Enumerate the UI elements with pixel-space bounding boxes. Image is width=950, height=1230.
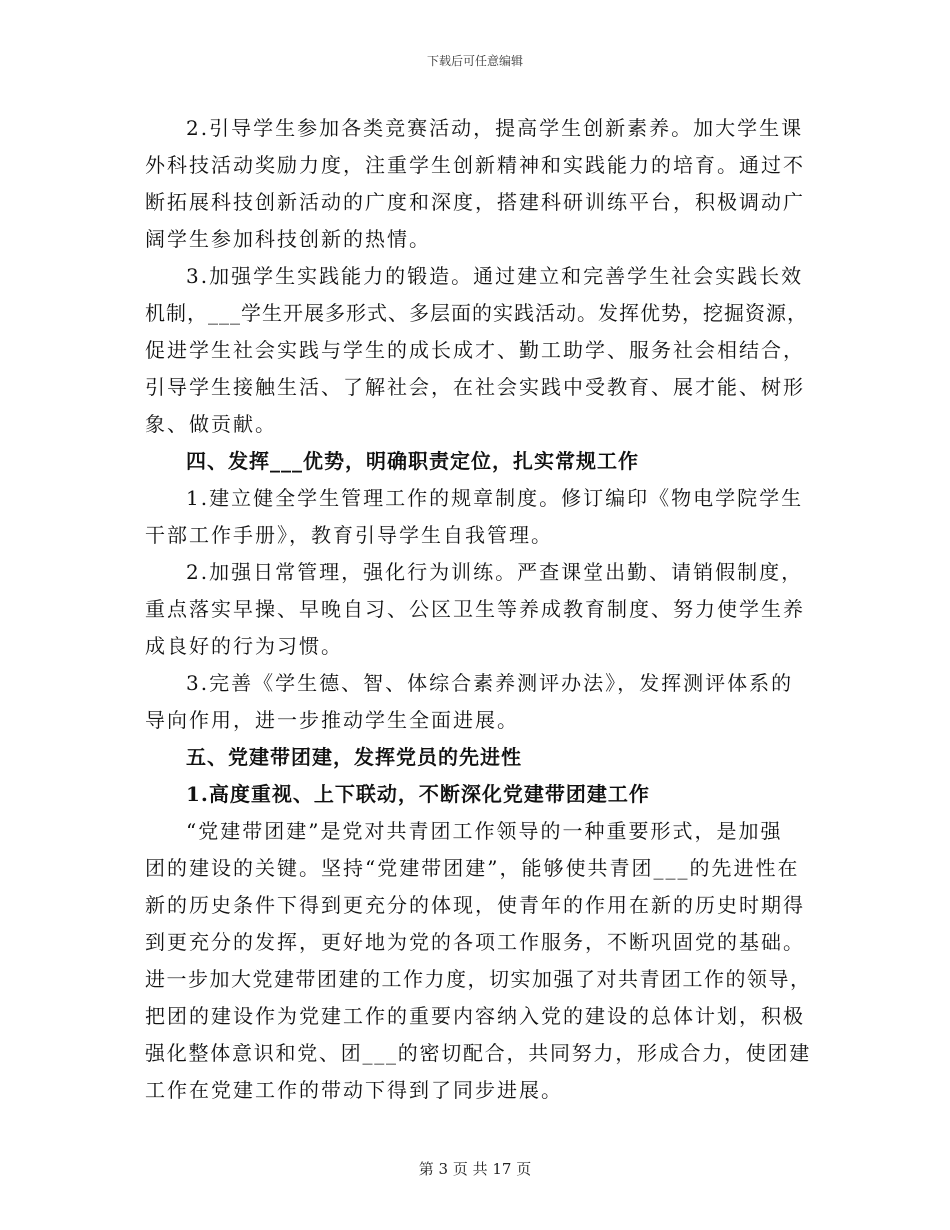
paragraph-line: 进一步加大党建带团建的工作力度，切实加强了对共青团工作的领导，	[145, 967, 812, 991]
paragraph-line: 重点落实早操、早晚自习、公区卫生等养成教育制度、努力使学生养	[145, 597, 805, 621]
paragraph-line: 断拓展科技创新活动的广度和深度，搭建科研训练平台，积极调动广	[145, 190, 805, 214]
paragraph-line: 2.引导学生参加各类竞赛活动，提高学生创新素养。加大学生课	[186, 116, 804, 140]
paragraph-line: 机制，___学生开展多形式、多层面的实践活动。发挥优势，挖掘资源，	[145, 301, 808, 325]
paragraph-line: 阔学生参加科技创新的热情。	[145, 227, 431, 251]
paragraph-line: 3.完善《学生德、智、体综合素养测评办法》，发挥测评体系的	[186, 671, 794, 695]
paragraph-line: 团的建设的关键。坚持“党建带团建”，能够使共青团___的先进性在	[145, 856, 800, 880]
paragraph-line: 引导学生接触生活、了解社会，在社会实践中受教育、展才能、树形	[145, 375, 805, 399]
paragraph-line: “党建带团建”是党对共青团工作领导的一种重要形式，是加强	[186, 819, 783, 843]
paragraph-line: 强化整体意识和党、团___的密切配合，共同努力，形成合力，使团建	[145, 1041, 811, 1065]
subsection-heading: 1.高度重视、上下联动，不断深化党建带团建工作	[186, 782, 650, 806]
paragraph-line: 新的历史条件下得到更充分的体现，使青年的作用在新的历史时期得	[145, 893, 805, 917]
page-number: 第 3 页 共 17 页	[418, 1160, 532, 1178]
paragraph-line: 到更充分的发挥，更好地为党的各项工作服务，不断巩固党的基础。	[145, 930, 805, 954]
paragraph-line: 促进学生社会实践与学生的成长成才、勤工助学、服务社会相结合，	[145, 338, 805, 362]
section-heading: 五、党建带团建，发挥党员的先进性	[186, 745, 522, 769]
paragraph-line: 工作在党建工作的带动下得到了同步进展。	[145, 1078, 563, 1102]
header-note: 下载后可任意编辑	[426, 54, 523, 68]
paragraph-line: 象、做贡献。	[145, 412, 277, 436]
paragraph-line: 外科技活动奖励力度，注重学生创新精神和实践能力的培育。通过不	[145, 153, 805, 177]
section-heading: 四、发挥___优势，明确职责定位，扎实常规工作	[186, 449, 639, 473]
paragraph-line: 3.加强学生实践能力的锻造。通过建立和完善学生社会实践长效	[186, 264, 804, 288]
paragraph-line: 导向作用，进一步推动学生全面进展。	[145, 708, 519, 732]
paragraph-line: 2.加强日常管理，强化行为训练。严查课堂出勤、请销假制度，	[186, 560, 804, 584]
paragraph-line: 干部工作手册》，教育引导学生自我管理。	[145, 523, 553, 547]
paragraph-line: 把团的建设作为党建工作的重要内容纳入党的建设的总体计划，积极	[145, 1004, 805, 1028]
paragraph-line: 成良好的行为习惯。	[145, 634, 343, 658]
paragraph-line: 1.建立健全学生管理工作的规章制度。修订编印《物电学院学生	[186, 486, 804, 510]
